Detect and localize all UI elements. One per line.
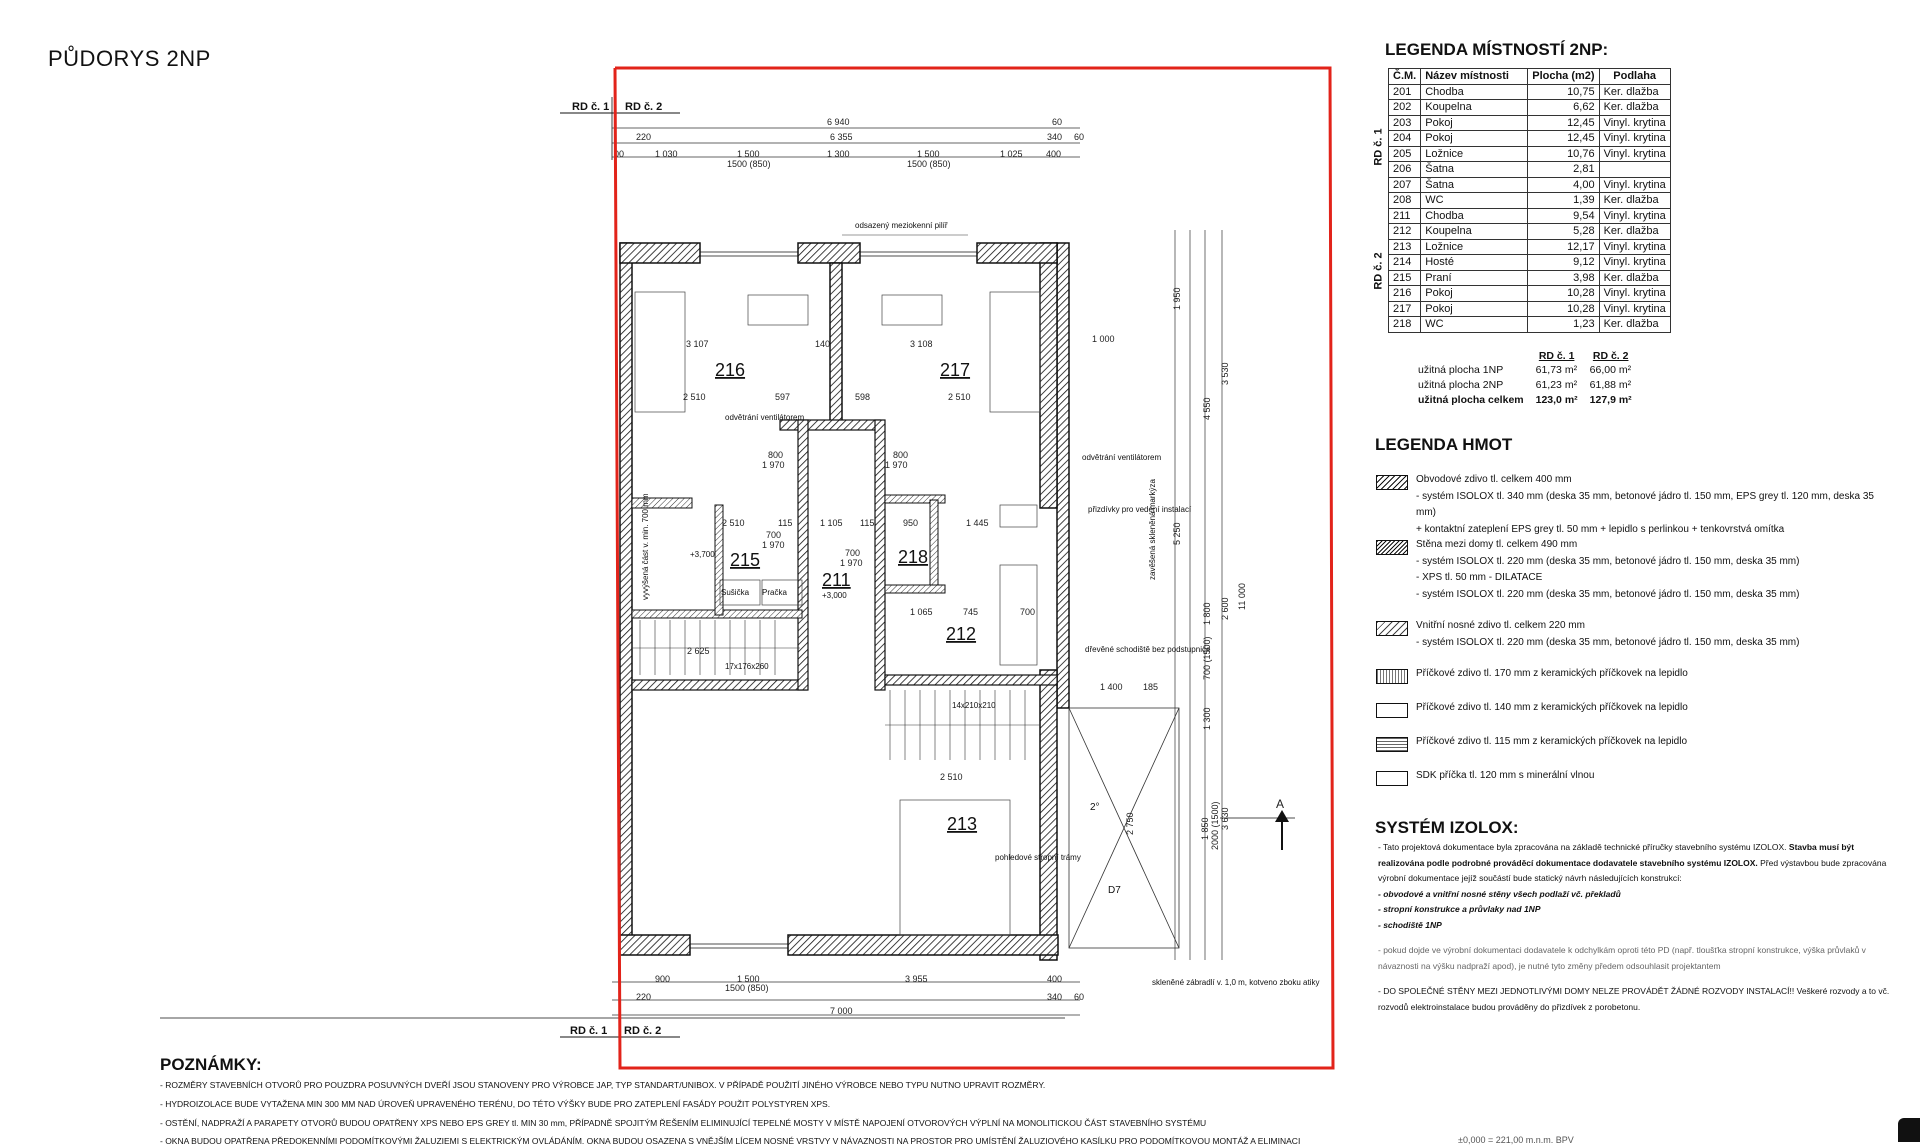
room-number: 202: [1389, 100, 1421, 116]
material-legend-line: - systém ISOLOX tl. 220 mm (deska 35 mm, betonové jádro tl. 150 mm, deska 35 mm): [1416, 588, 1800, 600]
vdim-1300: 1 300: [1202, 707, 1212, 730]
room-number: 212: [1389, 224, 1421, 240]
room-number: 211: [1389, 208, 1421, 224]
rd1-label-top: RD č. 1: [572, 101, 610, 113]
room-name: Pokoj: [1421, 301, 1528, 317]
material-legend-title: LEGENDA HMOT: [1375, 435, 1513, 454]
col-header-area: Plocha (m2): [1528, 69, 1599, 85]
room-number: 218: [1389, 317, 1421, 333]
glass-rail-note: skleněné zábradlí v. 1,0 m, kotveno zboku atiky: [1152, 978, 1320, 987]
material-swatch: [1376, 621, 1408, 636]
vdim-3630: 3 630: [1220, 807, 1230, 830]
dim-598: 598: [855, 392, 871, 402]
room-area: 2,81: [1528, 162, 1599, 178]
table-row: [1370, 301, 1670, 317]
room-floor: Ker. dlažba: [1599, 224, 1670, 240]
room-floor: Vinyl. krytina: [1599, 115, 1670, 131]
room-number: 208: [1389, 193, 1421, 209]
izolox-text-block: [1378, 840, 1898, 1015]
room-area: 12,17: [1528, 239, 1599, 255]
dim-700c: 700: [1020, 607, 1036, 617]
col-header-name: Název místnosti: [1421, 69, 1528, 85]
room-floor: Vinyl. krytina: [1599, 208, 1670, 224]
material-legend-line: Stěna mezi domy tl. celkem 490 mm: [1416, 539, 1578, 550]
dim-6940: 6 940: [827, 117, 850, 127]
slope-label: 2°: [1090, 802, 1100, 813]
dim-220: 220: [636, 132, 652, 142]
room-area: 10,76: [1528, 146, 1599, 162]
room-216: 216: [715, 360, 746, 380]
dim-1445: 1 445: [966, 518, 989, 528]
room-floor: Vinyl. krytina: [1599, 286, 1670, 302]
vdim-2000-1500: 2000 (1500): [1210, 801, 1220, 850]
dim-400: 400: [1046, 149, 1062, 159]
vdim-2750: 2 750: [1125, 812, 1135, 835]
col-header-cm: Č.M.: [1389, 69, 1421, 85]
room-name: Chodba: [1421, 208, 1528, 224]
staircase-lower: [632, 620, 800, 675]
vdim-11000: 11 000: [1237, 583, 1247, 610]
table-row: [1370, 270, 1670, 286]
dim-60a: 60: [1052, 117, 1063, 127]
table-row: [1370, 115, 1670, 131]
dim-b220: 220: [636, 992, 652, 1002]
room-name: Praní: [1421, 270, 1528, 286]
dim-1030: 1 030: [655, 149, 678, 159]
dim-140: 140: [815, 339, 831, 349]
dim-950: 950: [903, 518, 919, 528]
dim-185: 185: [1143, 682, 1159, 692]
vent-note-3: odvětrání ventilátorem: [1082, 453, 1162, 462]
room-area: 6,62: [1528, 100, 1599, 116]
room-area: 1,39: [1528, 193, 1599, 209]
notes-title: POZNÁMKY:: [160, 1055, 262, 1074]
room-218: 218: [898, 547, 929, 567]
izolox-p3: - DO SPOLEČNÉ STĚNY MEZI JEDNOTLIVÝMI DOMY NELZE PROVÁDĚT ŽÁDNÉ ROZVODY INSTALACÍ!! Veškeré rozvody a to vč. rozvodů elektroinstalace budou prováděny do přizdívek z porobetonu.: [1378, 986, 1890, 1012]
room-area: 4,00: [1528, 177, 1599, 193]
susicka-label: Sušička: [721, 588, 750, 597]
predsazka-note: přizdívky pro vedení instalací: [1088, 505, 1192, 514]
dim-2625: 2 625: [687, 646, 710, 656]
material-swatch: [1376, 703, 1408, 718]
room-name: WC: [1421, 193, 1528, 209]
pier-note: odsazený meziokenní pilíř: [855, 221, 948, 230]
material-legend-item: [1376, 537, 1896, 603]
izolox-title: SYSTÉM IZOLOX:: [1375, 818, 1519, 837]
note-item-1: - ROZMĚRY STAVEBNÍCH OTVORŮ PRO POUZDRA POSUVNÝCH DVEŘÍ JSOU STANOVENY PRO VÝROBCE JAP, TYP STANDART/UNIBOX. V PŘÍPADĚ POUŽITÍ JINÉHO VÝROBCE NEBO TYPU NUTNO UPRAVIT ROZMĚRY.: [160, 1080, 1046, 1090]
room-name: Pokoj: [1421, 131, 1528, 147]
room-number: 205: [1389, 146, 1421, 162]
material-legend-line: - systém ISOLOX tl. 340 mm (deska 35 mm, betonové jádro tl. 150 mm, EPS grey tl. 120 mm, deska 35 mm): [1416, 490, 1874, 518]
room-217: 217: [940, 360, 971, 380]
table-row: [1370, 131, 1670, 147]
area-rd1: 61,23 m²: [1535, 378, 1578, 391]
room-name: Ložnice: [1421, 146, 1528, 162]
material-legend-line: - XPS tl. 50 mm - DILATACE: [1416, 572, 1543, 583]
room-area: 3,98: [1528, 270, 1599, 286]
table-row: [1370, 317, 1670, 333]
col-header-floor: Podlaha: [1599, 69, 1670, 85]
vdim-700-1500: 700 (1500): [1202, 636, 1212, 680]
dim-b60: 60: [1074, 992, 1085, 1002]
room-name: Hosté: [1421, 255, 1528, 271]
dim-w1500b: 1500 (850): [907, 159, 951, 169]
area-row: [1412, 377, 1638, 392]
area-label: užitná plocha 2NP: [1418, 378, 1504, 391]
area-rd2: 66,00 m²: [1589, 363, 1632, 376]
room-name: Chodba: [1421, 84, 1528, 100]
vdim-2600: 2 600: [1220, 597, 1230, 620]
room-name: Koupelna: [1421, 224, 1528, 240]
elevation-reference: ±0,000 = 221,00 m.n.m. BPV: [1458, 1135, 1574, 1145]
material-legend-line: Obvodové zdivo tl. celkem 400 mm: [1416, 474, 1572, 485]
room-area: 9,12: [1528, 255, 1599, 271]
material-legend-line: SDK příčka tl. 120 mm s minerální vlnou: [1416, 770, 1595, 781]
room-name: Koupelna: [1421, 100, 1528, 116]
room-floor: Vinyl. krytina: [1599, 177, 1670, 193]
stairs2-note: 14x210x210: [952, 701, 996, 710]
material-legend-item: [1376, 666, 1896, 683]
area-rd1: 123,0 m²: [1535, 393, 1578, 406]
room-number: 213: [1389, 239, 1421, 255]
dim-1400: 1 400: [1100, 682, 1123, 692]
dim-2510b: 2 510: [948, 392, 971, 402]
room-legend-title: LEGENDA MÍSTNOSTÍ 2NP:: [1385, 40, 1609, 59]
dim-1300: 1 300: [827, 149, 850, 159]
area-label: užitná plocha celkem: [1418, 393, 1524, 406]
table-row: [1370, 239, 1670, 255]
dim-1970d: 1 970: [840, 558, 863, 568]
house-group-text: RD č. 1: [1372, 128, 1385, 166]
izolox-item-2: - stropní konstrukce a průvlaky nad 1NP: [1378, 904, 1541, 914]
material-legend-item: [1376, 768, 1896, 785]
dim-115a: 115: [778, 518, 793, 528]
dim-597: 597: [775, 392, 791, 402]
room-area: 5,28: [1528, 224, 1599, 240]
vent-note-1: odvětrání ventilátorem: [725, 413, 805, 422]
dim-800b: 800: [893, 450, 909, 460]
area-col-rd2: RD č. 2: [1592, 350, 1629, 362]
house-group-label: [1370, 84, 1389, 208]
dim-b900: 900: [655, 974, 671, 984]
house-group-label: [1370, 208, 1389, 332]
table-row: [1370, 100, 1670, 116]
stairs1-note: 17x176x260: [725, 662, 769, 671]
room-number: 201: [1389, 84, 1421, 100]
izolox-item-1: - obvodové a vnitřní nosné stěny všech podlaží vč. překladů: [1378, 888, 1621, 899]
area-col-rd1: RD č. 1: [1538, 350, 1575, 362]
room-floor: Vinyl. krytina: [1599, 131, 1670, 147]
material-legend-line: - systém ISOLOX tl. 220 mm (deska 35 mm, betonové jádro tl. 150 mm, deska 35 mm): [1416, 636, 1800, 648]
table-row: [1370, 255, 1670, 271]
rd2-label-bottom: RD č. 2: [624, 1025, 662, 1037]
dim-w1500a: 1500 (850): [727, 159, 771, 169]
area-label: užitná plocha 1NP: [1418, 363, 1504, 376]
height-3000: +3,000: [822, 591, 847, 600]
table-row: [1370, 146, 1670, 162]
dim-60b: 60: [1074, 132, 1085, 142]
area-row: [1412, 392, 1638, 407]
note-item-4: - OKNA BUDOU OPATŘENA PŘEDOKENNÍMI PODOMÍTKOVÝMI ŽALUZIEMI S ELEKTRICKÝM OVLÁDÁNÍM. OKNA BUDOU OSAZENA S VNĚJŠÍM LÍCEM NOSNÉ VRSTVY V NÁVAZNOSTI NA PROSTOR PRO UMÍSTĚNÍ ŽALUZIOVÉHO KASÍLKU PRO PODOMÍTKOVOU MONTÁŽ A ELIMINACI: [160, 1136, 1301, 1146]
room-number: 215: [1389, 270, 1421, 286]
dim-1970b: 1 970: [885, 460, 908, 470]
area-rd1: 61,73 m²: [1535, 363, 1578, 376]
room-name: WC: [1421, 317, 1528, 333]
material-legend-line: Příčkové zdivo tl. 140 mm z keramických příčkovek na lepidlo: [1416, 702, 1688, 713]
rd1-label-bottom: RD č. 1: [570, 1025, 608, 1037]
table-row: [1370, 224, 1670, 240]
room-area: 10,75: [1528, 84, 1599, 100]
raised-note: vyvýšená část v. min. 700 mm: [641, 493, 650, 600]
table-row: [1370, 208, 1670, 224]
vdim-3530: 3 530: [1220, 362, 1230, 385]
area-summary-table: [1412, 350, 1638, 407]
material-swatch: [1376, 540, 1408, 555]
dim-1500b: 1 500: [917, 149, 940, 159]
area-row: [1412, 362, 1638, 377]
dim-b1500: 1 500: [737, 974, 760, 984]
dim-1970a: 1 970: [762, 460, 785, 470]
dim-1500a: 1 500: [737, 149, 760, 159]
material-swatch: [1376, 737, 1408, 752]
vdim-4550: 4 550: [1202, 397, 1212, 420]
room-floor: Vinyl. krytina: [1599, 239, 1670, 255]
markyza-note: zavěšená skleněná markýza: [1148, 479, 1157, 580]
room-area: 12,45: [1528, 115, 1599, 131]
izolox-p2: - pokud dojde ve výrobní dokumentaci dodavatele k odchylkám oproti této PD (např. tloušťka stropní konstrukce, výška průvlaků v návaznosti na výšku nadpraží apod), je nutné tyto změny předem odsouhlasit projektantem: [1378, 945, 1866, 971]
room-213: 213: [947, 814, 978, 834]
dim-b7000: 7 000: [830, 1006, 853, 1016]
izolox-p1: - Tato projektová dokumentace byla zpracována na základě technické příručky stavebního systému IZOLOX.: [1378, 842, 1787, 852]
section-label: A: [1276, 797, 1285, 811]
dim-115b: 115: [860, 518, 875, 528]
vdim-5250: 5 250: [1172, 522, 1182, 545]
table-header-row: [1370, 69, 1670, 85]
dim-3108: 3 108: [910, 339, 933, 349]
room-name: Šatna: [1421, 177, 1528, 193]
dim-3107: 3 107: [686, 339, 709, 349]
room-211: 211: [822, 570, 851, 590]
room-floor: Vinyl. krytina: [1599, 255, 1670, 271]
room-floor: Ker. dlažba: [1599, 100, 1670, 116]
table-row: [1370, 162, 1670, 178]
vdim-1800: 1 800: [1202, 602, 1212, 625]
room-floor: Vinyl. krytina: [1599, 146, 1670, 162]
room-name: Ložnice: [1421, 239, 1528, 255]
material-swatch: [1376, 669, 1408, 684]
dim-b400: 400: [1047, 974, 1063, 984]
dim-1065: 1 065: [910, 607, 933, 617]
dim-bw1500: 1500 (850): [725, 983, 769, 993]
room-area: 10,28: [1528, 301, 1599, 317]
dim-340: 340: [1047, 132, 1063, 142]
d7-label: D7: [1108, 885, 1121, 896]
room-floor: [1599, 162, 1670, 178]
room-number: 203: [1389, 115, 1421, 131]
material-legend-item: [1376, 734, 1896, 751]
dim-700a: 700: [766, 530, 782, 540]
dim-00: 00: [614, 149, 625, 159]
height-3700: +3,700: [690, 550, 715, 559]
material-legend-line: Příčkové zdivo tl. 170 mm z keramických příčkovek na lepidlo: [1416, 668, 1688, 679]
material-legend-line: Příčkové zdivo tl. 115 mm z keramických příčkovek na lepidlo: [1416, 736, 1688, 747]
material-swatch: [1376, 771, 1408, 786]
table-row: [1370, 177, 1670, 193]
dim-700b: 700: [845, 548, 861, 558]
note-item-2: - HYDROIZOLACE BUDE VYTAŽENA MIN 300 MM NAD ÚROVEŇ UPRAVENÉHO TERÉNU, DO TÉTO VÝŠKY BUDE PRO ZATEPLENÍ FASÁDY POUŽIT POLYSTYREN XPS.: [160, 1099, 831, 1109]
room-name: Pokoj: [1421, 286, 1528, 302]
room-floor: Ker. dlažba: [1599, 84, 1670, 100]
page-title: PŮDORYS 2NP: [48, 46, 211, 71]
dim-b3955: 3 955: [905, 974, 928, 984]
dim-6355: 6 355: [830, 132, 853, 142]
room-number: 207: [1389, 177, 1421, 193]
dim-800a: 800: [768, 450, 784, 460]
room-number: 204: [1389, 131, 1421, 147]
material-legend-line: + kontaktní zateplení EPS grey tl. 50 mm + lepidlo s perlinkou + tenkovrstvá omítka: [1416, 523, 1785, 535]
table-row: [1370, 193, 1670, 209]
note-item-3: - OSTĚNÍ, NADPRAŽÍ A PARAPETY OTVORŮ BUDOU OPATŘENY XPS NEBO EPS GREY tl. MIN 30 mm, PŘÍPADNĚ SPOJITÝM ŘEŠENÍM ELIMINUJÍCÍ TEPELNÉ MOSTY V MÍSTĚ NAPOJENÍ OTVOROVÝCH VÝPLNÍ NA MONOLITICKOU ČÁST STAVEBNÍHO SYSTÉMU: [160, 1118, 1207, 1128]
room-area: 1,23: [1528, 317, 1599, 333]
room-number: 217: [1389, 301, 1421, 317]
area-rd2: 127,9 m²: [1589, 393, 1632, 406]
rd2-label-top: RD č. 2: [625, 101, 663, 113]
dim-2510d: 2 510: [940, 772, 963, 782]
room-212: 212: [946, 624, 977, 644]
izolox-item-3: - schodiště 1NP: [1378, 919, 1442, 930]
table-row: [1370, 286, 1670, 302]
room-number: 214: [1389, 255, 1421, 271]
room-number: 216: [1389, 286, 1421, 302]
material-legend-line: Vnitřní nosné zdivo tl. celkem 220 mm: [1416, 620, 1585, 631]
beams-note: pohledové stropní trámy: [995, 853, 1081, 862]
room-floor: Vinyl. krytina: [1599, 301, 1670, 317]
dim-2510a: 2 510: [683, 392, 706, 402]
table-row: [1370, 84, 1670, 100]
dim-1105: 1 105: [820, 518, 843, 528]
dim-745: 745: [963, 607, 979, 617]
material-legend-line: - systém ISOLOX tl. 220 mm (deska 35 mm, betonové jádro tl. 150 mm, deska 35 mm): [1416, 555, 1800, 567]
dim-1970c: 1 970: [762, 540, 785, 550]
room-floor: Ker. dlažba: [1599, 193, 1670, 209]
vdim-1850: 1 850: [1200, 817, 1210, 840]
vdim-1950: 1 950: [1172, 287, 1182, 310]
page-corner-tab: [1898, 1118, 1920, 1142]
area-rd2: 61,88 m²: [1589, 378, 1632, 391]
pracka-label: Pračka: [762, 588, 787, 597]
dim-1025: 1 025: [1000, 149, 1023, 159]
stairs-wood-note: dřevěné schodiště bez podstupnice: [1085, 645, 1211, 654]
room-area: 9,54: [1528, 208, 1599, 224]
room-area: 12,45: [1528, 131, 1599, 147]
dim-b340: 340: [1047, 992, 1063, 1002]
room-name: Pokoj: [1421, 115, 1528, 131]
room-215: 215: [730, 550, 761, 570]
material-legend-item: [1376, 700, 1896, 717]
izolox-p1b: Stavba musí být realizována podle podrobné prováděcí dokumentace dodavatele stavebního systému IZOLOX.: [1378, 842, 1855, 868]
dim-1000: 1 000: [1092, 334, 1115, 344]
room-legend-table: [1370, 68, 1671, 333]
room-number: 206: [1389, 162, 1421, 178]
izolox-p1c: Před výstavbou bude zpracována výrobní dokumentace jejíž součástí bude statický návrh následujících konstrukcí:: [1378, 857, 1887, 883]
house-group-text: RD č. 2: [1372, 252, 1385, 290]
room-floor: Ker. dlažba: [1599, 317, 1670, 333]
room-floor: Ker. dlažba: [1599, 270, 1670, 286]
material-swatch: [1376, 475, 1408, 490]
room-name: Šatna: [1421, 162, 1528, 178]
dim-2510c: 2 510: [722, 518, 745, 528]
material-legend-item: [1376, 472, 1896, 538]
material-legend-item: [1376, 618, 1896, 651]
room-area: 10,28: [1528, 286, 1599, 302]
